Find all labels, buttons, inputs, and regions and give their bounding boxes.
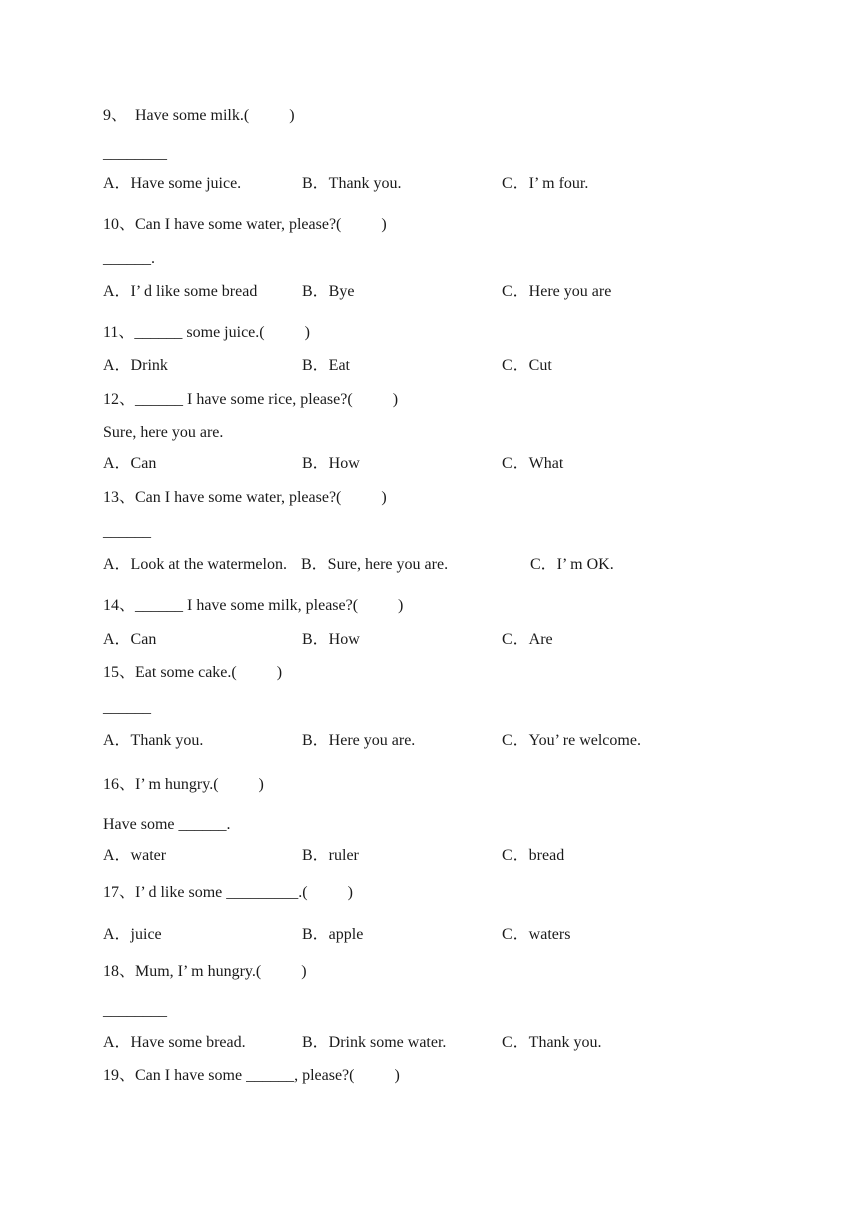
question-10-stem: 10、Can I have some water, please?( ) — [103, 216, 387, 233]
question-10-answer-blank: ______. — [103, 250, 155, 267]
question-12-dialogue: Sure, here you are. — [103, 424, 224, 441]
question-18-option-c: C．Thank you. — [502, 1034, 602, 1051]
question-15-option-c: C．You’ re welcome. — [502, 732, 641, 749]
question-13-answer-blank: ______ — [103, 523, 151, 540]
question-10-option-a: A．I’ d like some bread — [103, 283, 258, 300]
question-13-option-a: A．Look at the watermelon. — [103, 556, 287, 573]
question-18-option-b: B．Drink some water. — [302, 1034, 447, 1051]
question-17-stem: 17、I’ d like some _________.( ) — [103, 884, 353, 901]
question-16-option-a: A．water — [103, 847, 167, 864]
question-16-option-b: B．ruler — [302, 847, 359, 864]
question-10-option-c: C．Here you are — [502, 283, 612, 300]
question-9-option-a: A．Have some juice. — [103, 175, 242, 192]
question-13-option-b: B．Sure, here you are. — [301, 556, 449, 573]
question-11-stem: 11、______ some juice.( ) — [103, 324, 310, 341]
question-19-stem: 19、Can I have some ______, please?( ) — [103, 1067, 400, 1084]
question-9-answer-blank: ________ — [103, 145, 167, 162]
question-11-option-c: C．Cut — [502, 357, 552, 374]
question-12-stem: 12、______ I have some rice, please?( ) — [103, 391, 399, 408]
question-14-option-c: C．Are — [502, 631, 553, 648]
question-9-option-c: C．I’ m four. — [502, 175, 589, 192]
question-13-option-c: C．I’ m OK. — [530, 556, 614, 573]
question-16-dialogue: Have some ______. — [103, 816, 231, 833]
question-16-stem: 16、I’ m hungry.( ) — [103, 776, 264, 793]
question-14-stem: 14、______ I have some milk, please?( ) — [103, 597, 404, 614]
question-18-option-a: A．Have some bread. — [103, 1034, 246, 1051]
question-15-option-a: A．Thank you. — [103, 732, 204, 749]
question-15-answer-blank: ______ — [103, 699, 151, 716]
question-18-stem: 18、Mum, I’ m hungry.( ) — [103, 963, 307, 980]
question-12-option-a: A．Can — [103, 455, 157, 472]
question-14-option-a: A．Can — [103, 631, 157, 648]
question-9-option-b: B．Thank you. — [302, 175, 402, 192]
question-16-option-c: C．bread — [502, 847, 565, 864]
question-14-option-b: B．How — [302, 631, 360, 648]
question-17-option-c: C．waters — [502, 926, 571, 943]
question-17-option-a: A．juice — [103, 926, 162, 943]
question-9-stem: 9、 Have some milk.( ) — [103, 107, 295, 124]
question-13-stem: 13、Can I have some water, please?( ) — [103, 489, 387, 506]
question-10-option-b: B．Bye — [302, 283, 355, 300]
question-18-answer-blank: ________ — [103, 1002, 167, 1019]
question-17-option-b: B．apple — [302, 926, 364, 943]
question-11-option-a: A．Drink — [103, 357, 168, 374]
question-15-stem: 15、Eat some cake.( ) — [103, 664, 283, 681]
question-12-option-b: B．How — [302, 455, 360, 472]
question-15-option-b: B．Here you are. — [302, 732, 416, 749]
question-11-option-b: B．Eat — [302, 357, 350, 374]
question-12-option-c: C．What — [502, 455, 564, 472]
